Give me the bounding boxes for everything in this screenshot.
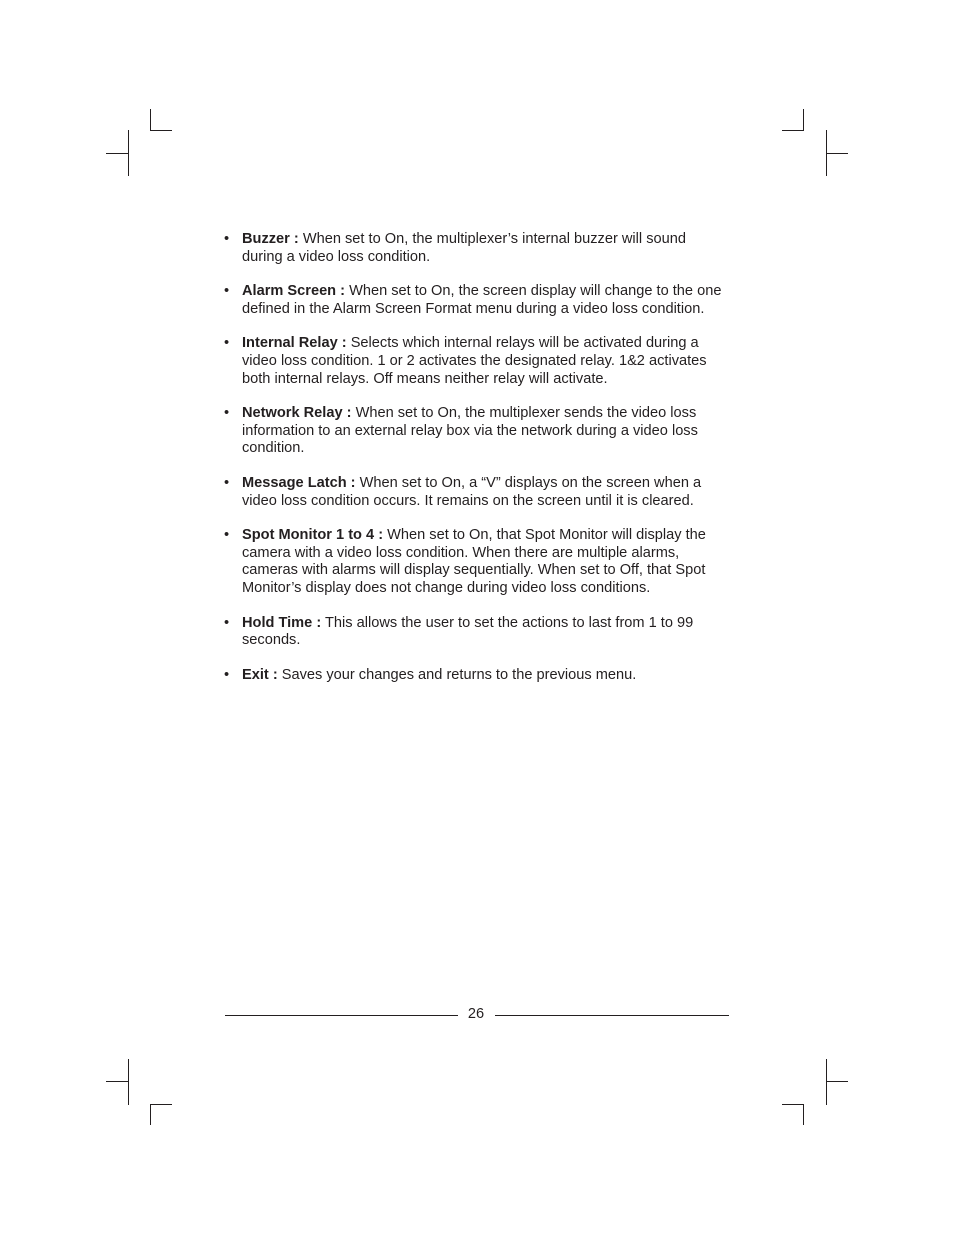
bullet: • [224, 614, 230, 631]
footer-rule-right [495, 1015, 729, 1016]
list-item-alarm-screen [224, 283, 730, 318]
settings-description-list [224, 231, 730, 701]
crop-mark-top-left-horizontal-inner [106, 153, 128, 154]
crop-mark-bottom-left-horizontal-inner [106, 1081, 128, 1082]
bullet: • [224, 527, 230, 544]
item-description: When set to On, a “V” displays on the screen when a video loss condition occurs. It remains on the screen until it is cleared. [242, 474, 702, 509]
list-item-spot-monitor [224, 527, 730, 597]
crop-mark-top-left-vertical-outer [150, 109, 151, 131]
item-description: Selects which internal relays will be activated during a video loss condition. 1 or 2 activates the designated relay. 1&2 activates both internal relays. Off means neither relay will activate. [242, 335, 707, 387]
item-label: Exit : [242, 666, 278, 683]
crop-mark-bottom-right-horizontal-outer [782, 1104, 804, 1105]
bullet: • [224, 335, 230, 352]
crop-mark-top-right-vertical-inner [826, 130, 827, 176]
crop-mark-bottom-right-vertical-inner [826, 1059, 827, 1105]
item-label: Buzzer : [242, 231, 299, 247]
crop-mark-bottom-left-horizontal-outer [150, 1104, 172, 1105]
list-item-network-relay [224, 405, 730, 458]
bullet: • [224, 474, 230, 491]
item-label: Spot Monitor 1 to 4 : [242, 527, 384, 544]
crop-mark-bottom-left-vertical-outer [150, 1104, 151, 1125]
item-label: Network Relay : [242, 405, 352, 422]
list-item-exit [224, 667, 730, 685]
page-number: 26 [467, 1006, 485, 1022]
list-item-buzzer [224, 231, 730, 266]
item-label: Alarm Screen : [242, 283, 346, 300]
item-description: Saves your changes and returns to the previous menu. [281, 666, 637, 683]
item-description: When set to On, the multiplexer sends the video loss information to an external relay box via the network during a video loss condition. [242, 405, 698, 457]
item-label: Hold Time : [242, 614, 322, 631]
bullet: • [224, 666, 230, 683]
item-label: Internal Relay : [242, 335, 347, 352]
crop-mark-bottom-right-vertical-outer [803, 1104, 804, 1125]
item-description: When set to On, that Spot Monitor will display the camera with a video loss condition. When there are multiple alarms, cameras with alarms will display sequentially. When set to Off, that Spot Monitor’s display does not change during video loss conditions. [242, 527, 706, 596]
item-description: When set to On, the multiplexer’s internal buzzer will sound during a video loss condition. [242, 231, 686, 265]
list-item-message-latch [224, 475, 730, 510]
bullet: • [224, 231, 230, 247]
crop-mark-top-left-vertical-inner [128, 130, 129, 176]
footer-rule-left [225, 1015, 458, 1016]
bullet: • [224, 405, 230, 422]
crop-mark-bottom-right-horizontal-inner [826, 1081, 848, 1082]
list-item-internal-relay [224, 335, 730, 388]
item-description: This allows the user to set the actions to last from 1 to 99 seconds. [242, 614, 694, 649]
item-description: When set to On, the screen display will change to the one defined in the Alarm Screen Format menu during a video loss condition. [242, 283, 722, 317]
crop-mark-top-left-horizontal-outer [150, 130, 172, 131]
bullet: • [224, 283, 230, 300]
crop-mark-bottom-left-vertical-inner [128, 1059, 129, 1105]
crop-mark-top-right-horizontal-inner [826, 153, 848, 154]
list-item-hold-time [224, 615, 730, 650]
crop-mark-top-right-vertical-outer [803, 109, 804, 131]
crop-mark-top-right-horizontal-outer [782, 130, 804, 131]
item-label: Message Latch : [242, 474, 356, 491]
